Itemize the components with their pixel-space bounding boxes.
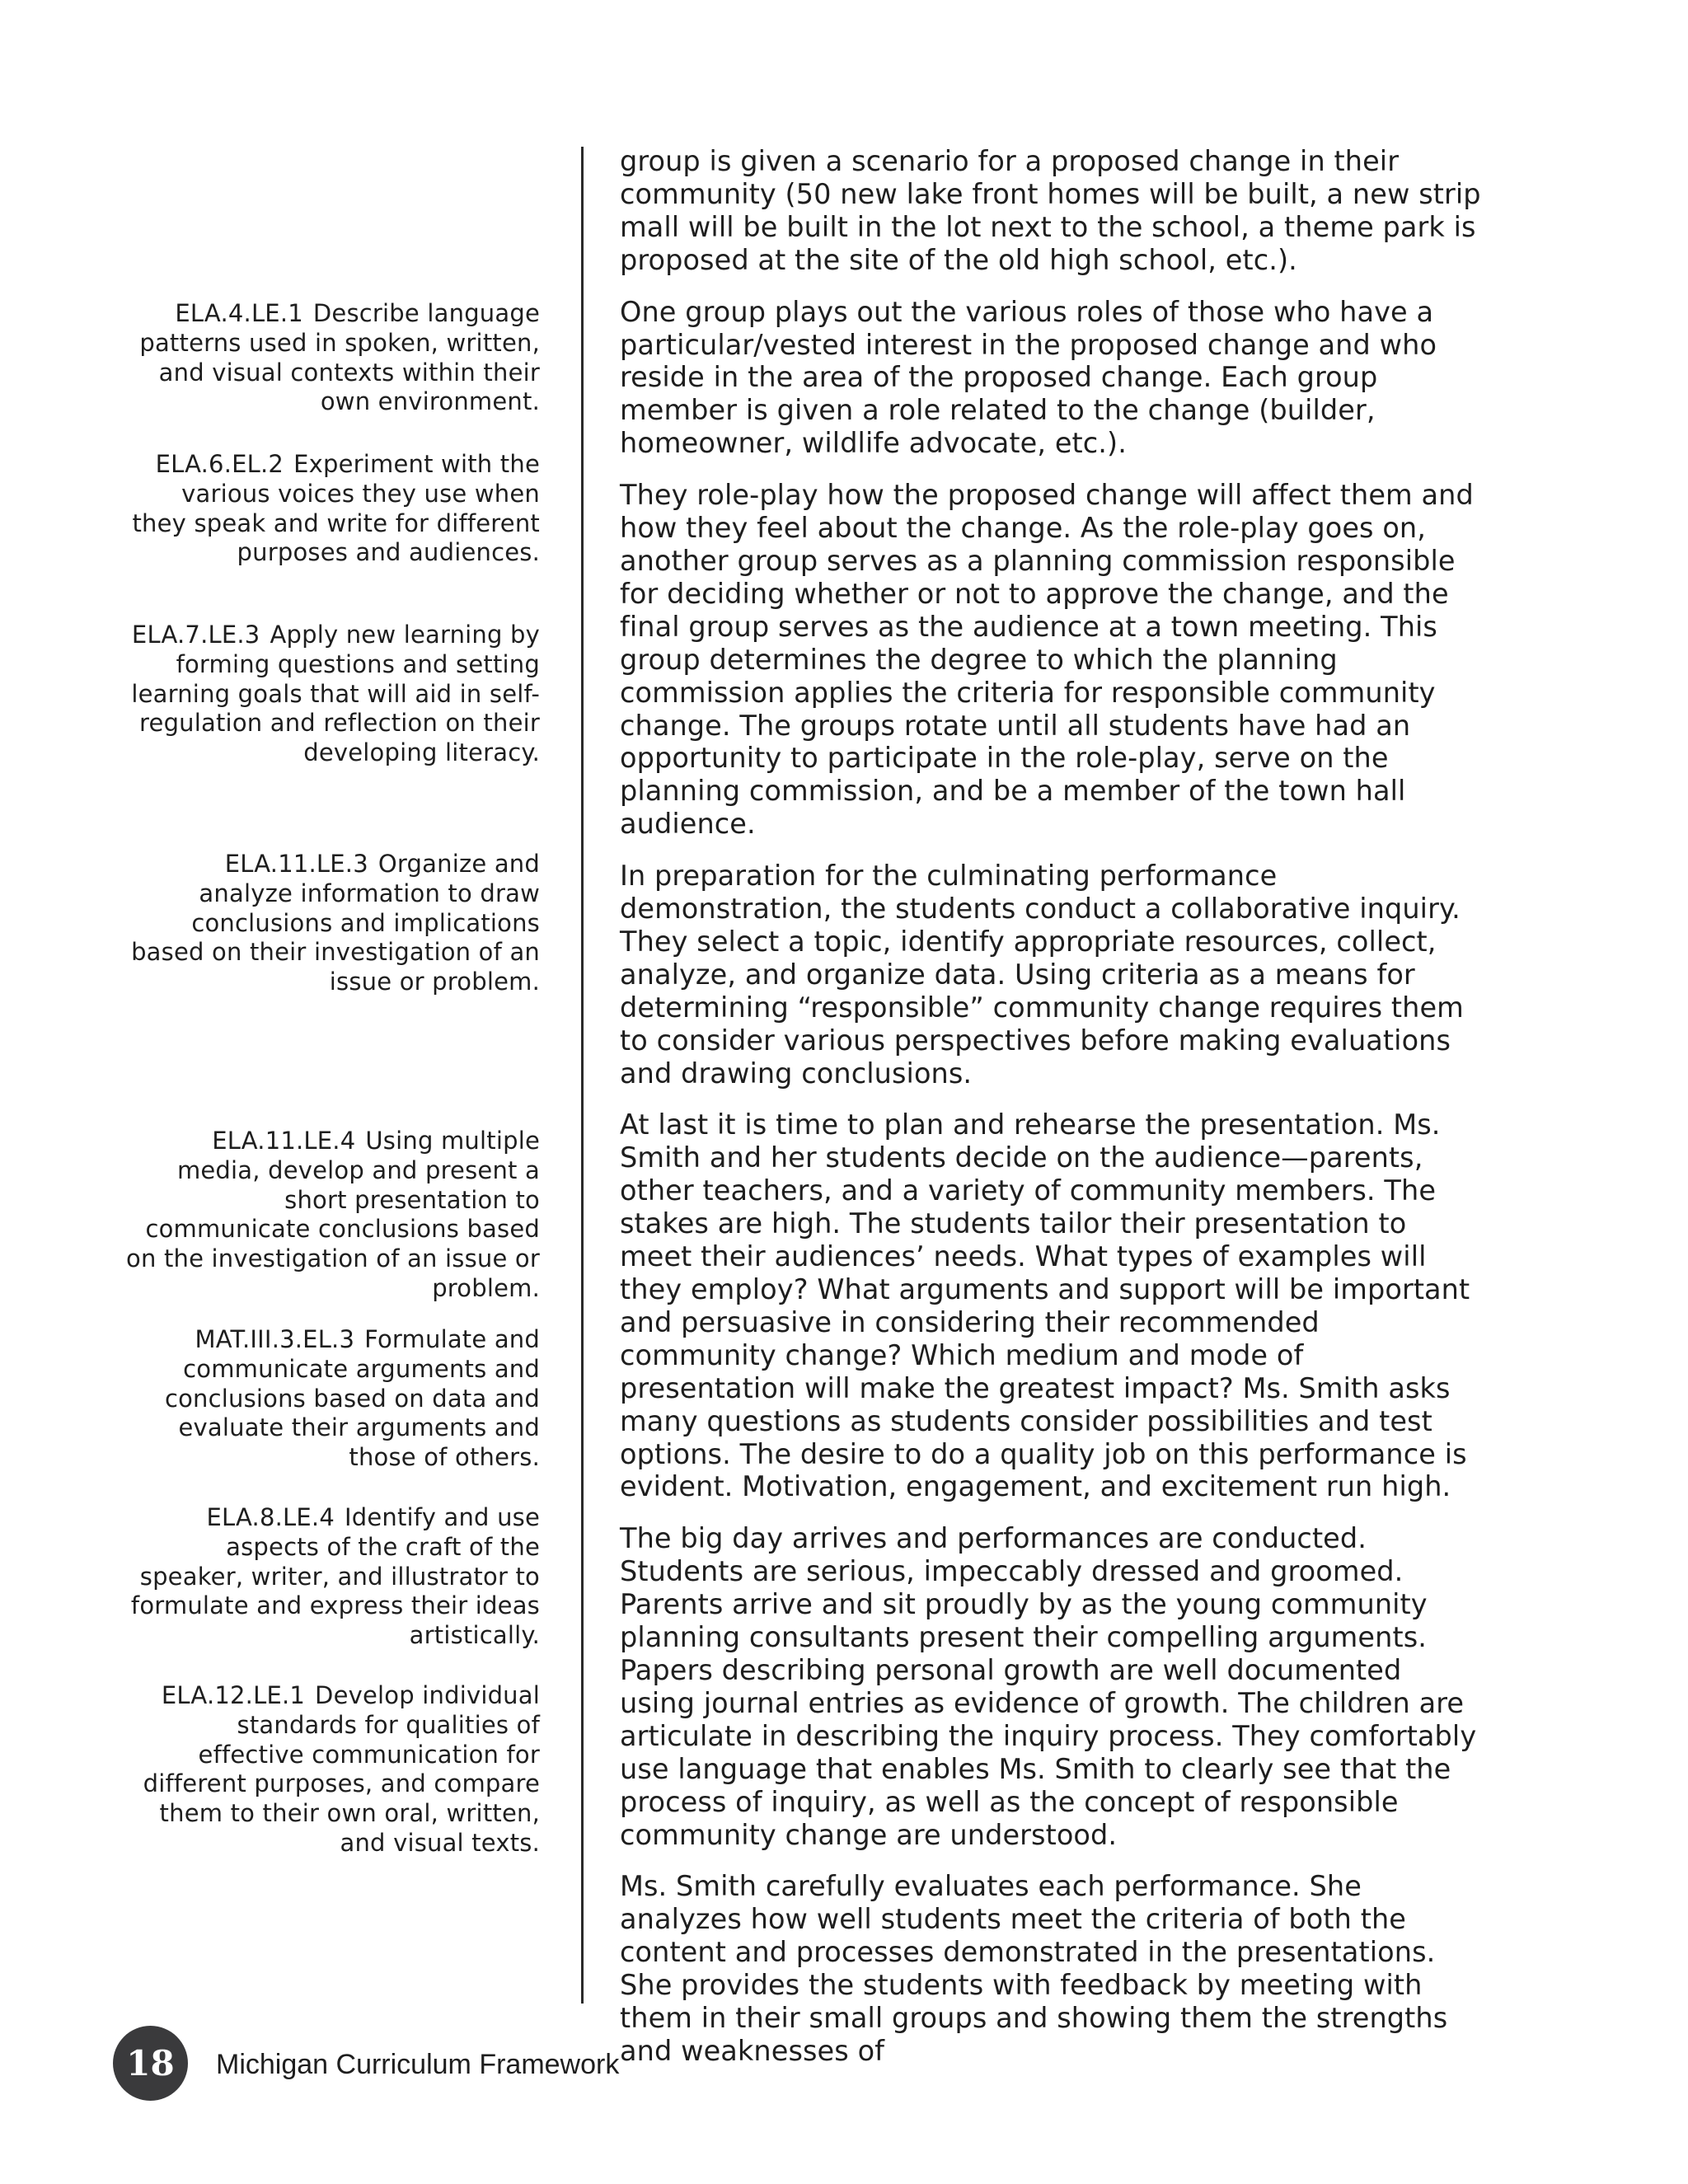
main-text-column [620, 145, 1481, 2087]
standard-text: Using multiple media, develop and present a short presentation to communicate conclusions based on the investigation of an issue or problem. [126, 1127, 540, 1302]
body-paragraph: In preparation for the culminating performance demonstration, the students conduct a collaborative inquiry. They select a topic, identify appropriate resources, collect, analyze, and organize data. Using criteria as a means for determining “responsible” community change requires them to consider various perspectives before making evaluations and drawing conclusions. [620, 860, 1464, 1090]
standard-code: ELA.11.LE.4 [212, 1127, 356, 1155]
standard-note [124, 1503, 540, 1651]
standard-code: ELA.7.LE.3 [131, 621, 260, 649]
standard-text: Develop individual standards for qualities of effective communication for different purposes, and compare them to their own oral, written, and visual texts. [143, 1681, 540, 1857]
page-number-badge: 18 [113, 2026, 188, 2101]
column-divider [581, 147, 584, 2004]
standard-text: Identify and use aspects of the craft of the speaker, writer, and illustrator to formulate and express their ideas artistically. [130, 1503, 540, 1650]
standard-code: ELA.4.LE.1 [175, 299, 303, 327]
standard-note [124, 621, 540, 768]
standard-note [124, 1681, 540, 1858]
standard-code: ELA.6.EL.2 [155, 450, 284, 478]
body-paragraph: The big day arrives and performances are conducted. Students are serious, impeccably dressed and groomed. Parents arrive and sit proudly by as the young community planning consultants present their compelling arguments. Papers describing personal growth are well documented using journal entries as evidence of growth. The children are articulate in describing the inquiry process. They comfortably use language that enables Ms. Smith to clearly see that the process of inquiry, as well as the concept of responsible community change are understood. [620, 1522, 1477, 1851]
standard-text: Describe language patterns used in spoken, written, and visual contexts within their own environment. [139, 299, 540, 416]
standard-code: ELA.8.LE.4 [206, 1503, 335, 1531]
standard-text: Experiment with the various voices they use when they speak and write for different purposes and audiences. [132, 450, 540, 567]
body-paragraph: Ms. Smith carefully evaluates each performance. She analyzes how well students meet the criteria of both the content and processes demonstrated in the presentations. She provides the students with feedback by meeting with them in their small groups and showing them the strengths and weaknesses of [620, 1870, 1448, 2067]
standard-text: Apply new learning by forming questions and setting learning goals that will aid in self-regulation and reflection on their developing literacy. [131, 621, 540, 767]
standard-code: MAT.III.3.EL.3 [195, 1325, 355, 1353]
standard-note [124, 299, 540, 417]
standard-note [124, 450, 540, 568]
body-paragraph: At last it is time to plan and rehearse the presentation. Ms. Smith and her students decide on the audience—parents, other teachers, and a variety of community members. The stakes are high. The students tailor their presentation to meet their audiences’ needs. What types of examples will they employ? What arguments and support will be important and persuasive in considering their recommended community change? Which medium and mode of presentation will make the greatest impact? Ms. Smith asks many questions as students consider possibilities and test options. The desire to do a quality job on this performance is evident. Motivation, engagement, and excitement run high. [620, 1108, 1470, 1503]
body-paragraph: They role-play how the proposed change will affect them and how they feel about the change. As the role-play goes on, another group serves as a planning commission responsible for deciding whether or not to approve the change, and the final group serves as the audience at a town meeting. This group determines the degree to which the planning commission applies the criteria for responsible community change. The groups rotate until all students have had an opportunity to participate in the role-play, serve on the planning commission, and be a member of the town hall audience. [620, 479, 1474, 841]
standard-note [124, 850, 540, 997]
body-paragraph: One group plays out the various roles of those who have a particular/vested interest in the proposed change and who reside in the area of the proposed change. Each group member is given a role related to the change (builder, homeowner, wildlife advocate, etc.). [620, 295, 1437, 460]
standard-code: ELA.11.LE.3 [224, 850, 368, 878]
standard-text: Organize and analyze information to draw conclusions and implications based on their investigation of an issue or problem. [131, 850, 540, 996]
standard-note [124, 1325, 540, 1473]
standard-note [124, 1127, 540, 1304]
footer-title: Michigan Curriculum Framework [216, 2049, 620, 2080]
standard-code: ELA.12.LE.1 [161, 1681, 306, 1709]
body-paragraph: group is given a scenario for a proposed change in their community (50 new lake front homes will be built, a new strip mall will be built in the lot next to the school, a theme park is proposed at the site of the old high school, etc.). [620, 145, 1481, 276]
standard-text: Formulate and communicate arguments and conclusions based on data and evaluate their arguments and those of others. [164, 1325, 540, 1472]
